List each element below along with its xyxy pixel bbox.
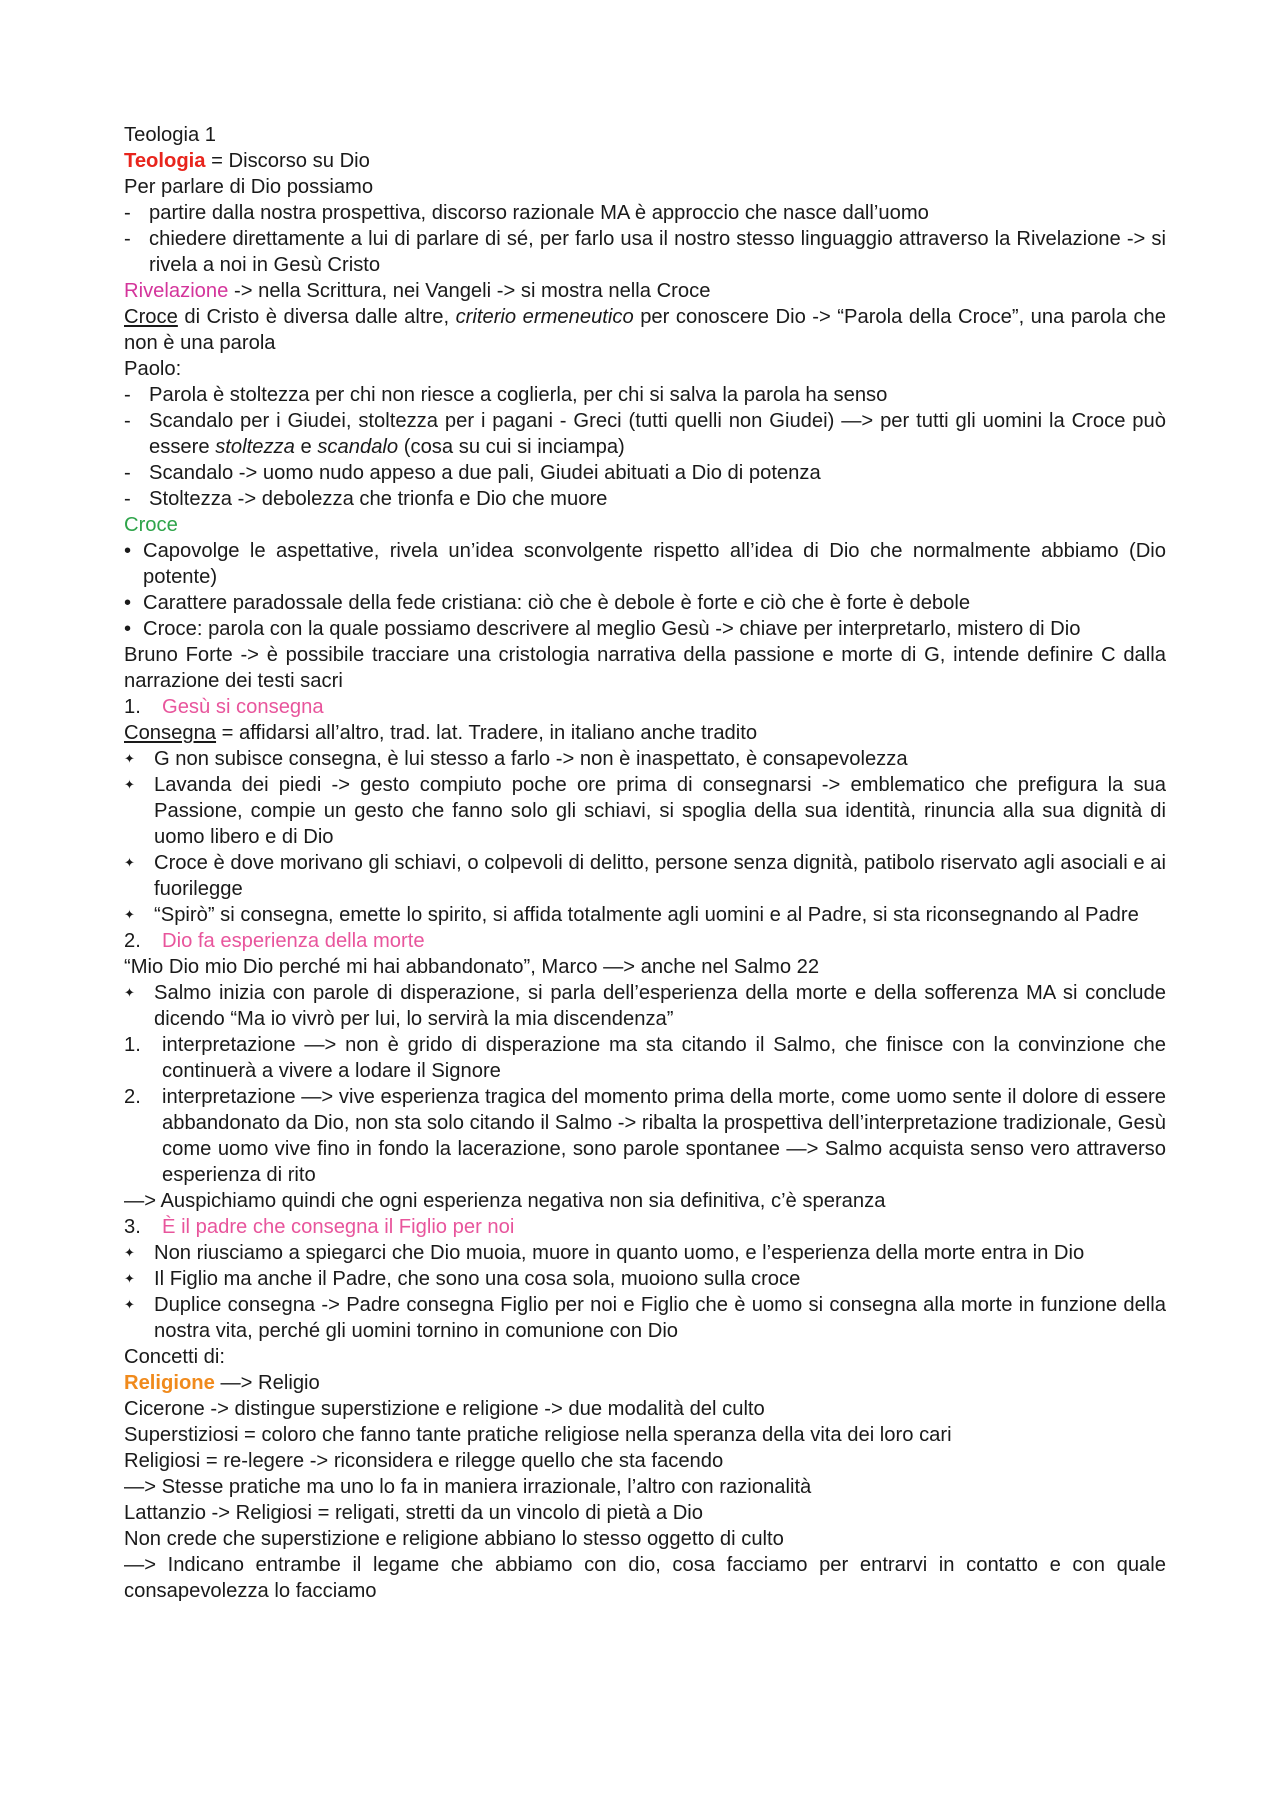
croce-paragraph bbox=[124, 304, 1166, 356]
teologia-definition bbox=[124, 148, 1166, 174]
dash-marker: - bbox=[124, 384, 131, 406]
list-item-text: Salmo inizia con parole di disperazione, si parla dell’esperienza della morte e della sofferenza MA si conclude dicendo “Ma io vivrò per lui, lo servirà la mia discendenza” bbox=[154, 982, 1166, 1030]
list-item-text: Scandalo per i Giudei, stoltezza per i pagani - Greci (tutti quelli non Giudei) —> per tutti gli uomini la Croce può essere bbox=[149, 410, 1166, 458]
dash-marker: - bbox=[124, 202, 131, 224]
concetti-heading: Concetti di: bbox=[124, 1346, 225, 1368]
section-title: È il padre che consegna il Figlio per noi bbox=[162, 1216, 515, 1238]
document-title: Teologia 1 bbox=[124, 124, 217, 146]
list-item-text: “Spirò” si consegna, emette lo spirito, si affida totalmente agli uomini e al Padre, si sta riconsegnando al Padre bbox=[154, 904, 1139, 926]
rivelazione-text: -> nella Scrittura, nei Vangeli -> si mostra nella Croce bbox=[228, 280, 711, 302]
teologia-term: Teologia bbox=[124, 150, 206, 172]
section-heading-3 bbox=[124, 1214, 1166, 1240]
list-item bbox=[124, 200, 1166, 226]
religione-term: Religione bbox=[124, 1372, 215, 1394]
document-page bbox=[124, 122, 1166, 1604]
section-number: 2. bbox=[124, 930, 141, 952]
section-title: Gesù si consegna bbox=[162, 696, 324, 718]
list-item-text: Il Figlio ma anche il Padre, che sono una cosa sola, muoiono sulla croce bbox=[154, 1268, 801, 1290]
per-parlare-intro: Per parlare di Dio possiamo bbox=[124, 176, 374, 198]
item-number: 2. bbox=[124, 1086, 141, 1108]
list-item-text: Lavanda dei piedi -> gesto compiuto poche ore prima di consegnarsi -> emblematico che prefigura la sua Passione, compie un gesto che fanno solo gli schiavi, si spoglia della sua identità, rinuncia alla sua dignità di uomo libero e di Dio bbox=[154, 774, 1166, 848]
list-item-text: e bbox=[294, 436, 318, 458]
list-item bbox=[124, 902, 1166, 928]
star-bullet-icon: ✦ bbox=[124, 777, 135, 792]
star-bullet-icon: ✦ bbox=[124, 855, 135, 870]
star-bullet-icon: ✦ bbox=[124, 985, 135, 1000]
list-item bbox=[124, 1266, 1166, 1292]
star-bullet-icon: ✦ bbox=[124, 907, 135, 922]
list-item bbox=[124, 746, 1166, 772]
numbered-item-text: interpretazione —> non è grido di disperazione ma sta citando il Salmo, che finisce con la convinzione che continuerà a vivere a lodare il Signore bbox=[162, 1034, 1166, 1082]
star-bullet-icon: ✦ bbox=[124, 1297, 135, 1312]
croce-heading: Croce bbox=[124, 514, 178, 536]
star-bullet-icon: ✦ bbox=[124, 1245, 135, 1260]
section-heading-2 bbox=[124, 928, 1166, 954]
consegna-text: = affidarsi all’altro, trad. lat. Tradere, in italiano anche tradito bbox=[216, 722, 758, 744]
list-item-text: chiedere direttamente a lui di parlare di sé, per farlo usa il nostro stesso linguaggio attraverso la Rivelazione -> si rivela a noi in Gesù Cristo bbox=[149, 228, 1166, 276]
list-item-text: Scandalo -> uomo nudo appeso a due pali, Giudei abituati a Dio di potenza bbox=[149, 462, 821, 484]
croce-text-a: di Cristo è diversa dalle altre, bbox=[177, 306, 456, 328]
list-item-text: Parola è stoltezza per chi non riesce a coglierla, per chi si salva la parola ha senso bbox=[149, 384, 888, 406]
list-item bbox=[124, 538, 1166, 590]
text-line: Religiosi = re-legere -> riconsidera e rilegge quello che sta facendo bbox=[124, 1450, 724, 1472]
consegna-term: Consegna bbox=[124, 722, 217, 744]
bruno-forte-paragraph: Bruno Forte -> è possibile tracciare una cristologia narrativa della passione e morte di G, intende definire C dalla narrazione dei testi sacri bbox=[124, 644, 1166, 692]
list-item-text: Croce è dove morivano gli schiavi, o colpevoli di delitto, persone senza dignità, patibolo riservato agli asociali e ai fuorilegge bbox=[154, 852, 1166, 900]
consegna-definition bbox=[124, 720, 1166, 746]
text-line: Cicerone -> distingue superstizione e religione -> due modalità del culto bbox=[124, 1398, 765, 1420]
list-item-text: Duplice consegna -> Padre consegna Figlio per noi e Figlio che è uomo si consegna alla morte in funzione della nostra vita, perché gli uomini tornino in comunione con Dio bbox=[154, 1294, 1166, 1342]
list-item-text: Carattere paradossale della fede cristiana: ciò che è debole è forte e ciò che è forte è debole bbox=[143, 592, 971, 614]
list-item-text: Stoltezza -> debolezza che trionfa e Dio che muore bbox=[149, 488, 608, 510]
list-item-text: Non riusciamo a spiegarci che Dio muoia, muore in quanto uomo, e l’esperienza della morte entra in Dio bbox=[154, 1242, 1085, 1264]
section-title: Dio fa esperienza della morte bbox=[162, 930, 425, 952]
list-item bbox=[124, 1240, 1166, 1266]
list-item bbox=[124, 850, 1166, 902]
list-item bbox=[124, 616, 1166, 642]
bullet-dot-icon: • bbox=[124, 540, 132, 562]
stoltezza-emphasis: stoltezza bbox=[215, 436, 295, 458]
numbered-item bbox=[124, 1084, 1166, 1188]
list-item-text: (cosa su cui si inciampa) bbox=[398, 436, 625, 458]
list-item-text: G non subisce consegna, è lui stesso a farlo -> non è inaspettato, è consapevolezza bbox=[154, 748, 908, 770]
list-item-text: Capovolge le aspettative, rivela un’idea sconvolgente rispetto all’idea di Dio che normalmente abbiamo (Dio potente) bbox=[143, 540, 1166, 588]
indicano-paragraph: —> Indicano entrambe il legame che abbiamo con dio, cosa facciamo per entrarvi in contatto e con quale consapevolezza lo facciamo bbox=[124, 1554, 1166, 1602]
dash-marker: - bbox=[124, 410, 131, 432]
numbered-item-text: interpretazione —> vive esperienza tragica del momento prima della morte, come uomo sente il dolore di essere abbandonato da Dio, non sta solo citando il Salmo -> ribalta la prospettiva dell’interpretazione tradizionale, Gesù come uomo vive fino in fondo la lacerazione, sono parole spontanee —> Salmo acquista senso vero attraverso esperienza di rito bbox=[162, 1086, 1166, 1186]
text-line: Non crede che superstizione e religione abbiano lo stesso oggetto di culto bbox=[124, 1528, 784, 1550]
section-heading-1 bbox=[124, 694, 1166, 720]
list-item bbox=[124, 486, 1166, 512]
rivelazione-term: Rivelazione bbox=[124, 280, 229, 302]
religione-line bbox=[124, 1370, 1166, 1396]
star-bullet-icon: ✦ bbox=[124, 1271, 135, 1286]
star-bullet-icon: ✦ bbox=[124, 751, 135, 766]
section-number: 3. bbox=[124, 1216, 141, 1238]
dash-marker: - bbox=[124, 228, 131, 250]
item-number: 1. bbox=[124, 1034, 141, 1056]
mio-dio-quote: “Mio Dio mio Dio perché mi hai abbandonato”, Marco —> anche nel Salmo 22 bbox=[124, 956, 820, 978]
bullet-dot-icon: • bbox=[124, 618, 132, 640]
list-item bbox=[124, 980, 1166, 1032]
auspichiamo-line: —> Auspichiamo quindi che ogni esperienza negativa non sia definitiva, c’è speranza bbox=[124, 1190, 886, 1212]
text-line: Superstiziosi = coloro che fanno tante pratiche religiose nella speranza della vita dei loro cari bbox=[124, 1424, 952, 1446]
rivelazione-line bbox=[124, 278, 1166, 304]
list-item bbox=[124, 460, 1166, 486]
teologia-definition-text: = Discorso su Dio bbox=[205, 150, 370, 172]
croce-underlined: Croce bbox=[124, 306, 178, 328]
text-line: —> Stesse pratiche ma uno lo fa in maniera irrazionale, l’altro con razionalità bbox=[124, 1476, 812, 1498]
list-item bbox=[124, 226, 1166, 278]
list-item bbox=[124, 1292, 1166, 1344]
list-item bbox=[124, 408, 1166, 460]
text-line: Lattanzio -> Religiosi = religati, stretti da un vincolo di pietà a Dio bbox=[124, 1502, 704, 1524]
croce-text-b: per conoscere Dio -> “Parola della Croce”, una parola che non è una parola bbox=[124, 306, 1166, 354]
numbered-item bbox=[124, 1032, 1166, 1084]
section-number: 1. bbox=[124, 696, 141, 718]
paolo-heading: Paolo: bbox=[124, 358, 182, 380]
dash-marker: - bbox=[124, 462, 131, 484]
list-item-text: partire dalla nostra prospettiva, discorso razionale MA è approccio che nasce dall’uomo bbox=[149, 202, 929, 224]
list-item bbox=[124, 772, 1166, 850]
religione-text: —> Religio bbox=[214, 1372, 320, 1394]
dash-marker: - bbox=[124, 488, 131, 510]
bullet-dot-icon: • bbox=[124, 592, 132, 614]
list-item bbox=[124, 590, 1166, 616]
criterio-ermeneutico: criterio ermeneutico bbox=[455, 306, 634, 328]
list-item-text: Croce: parola con la quale possiamo descrivere al meglio Gesù -> chiave per interpretarlo, mistero di Dio bbox=[143, 618, 1081, 640]
list-item bbox=[124, 382, 1166, 408]
scandalo-emphasis: scandalo bbox=[317, 436, 399, 458]
